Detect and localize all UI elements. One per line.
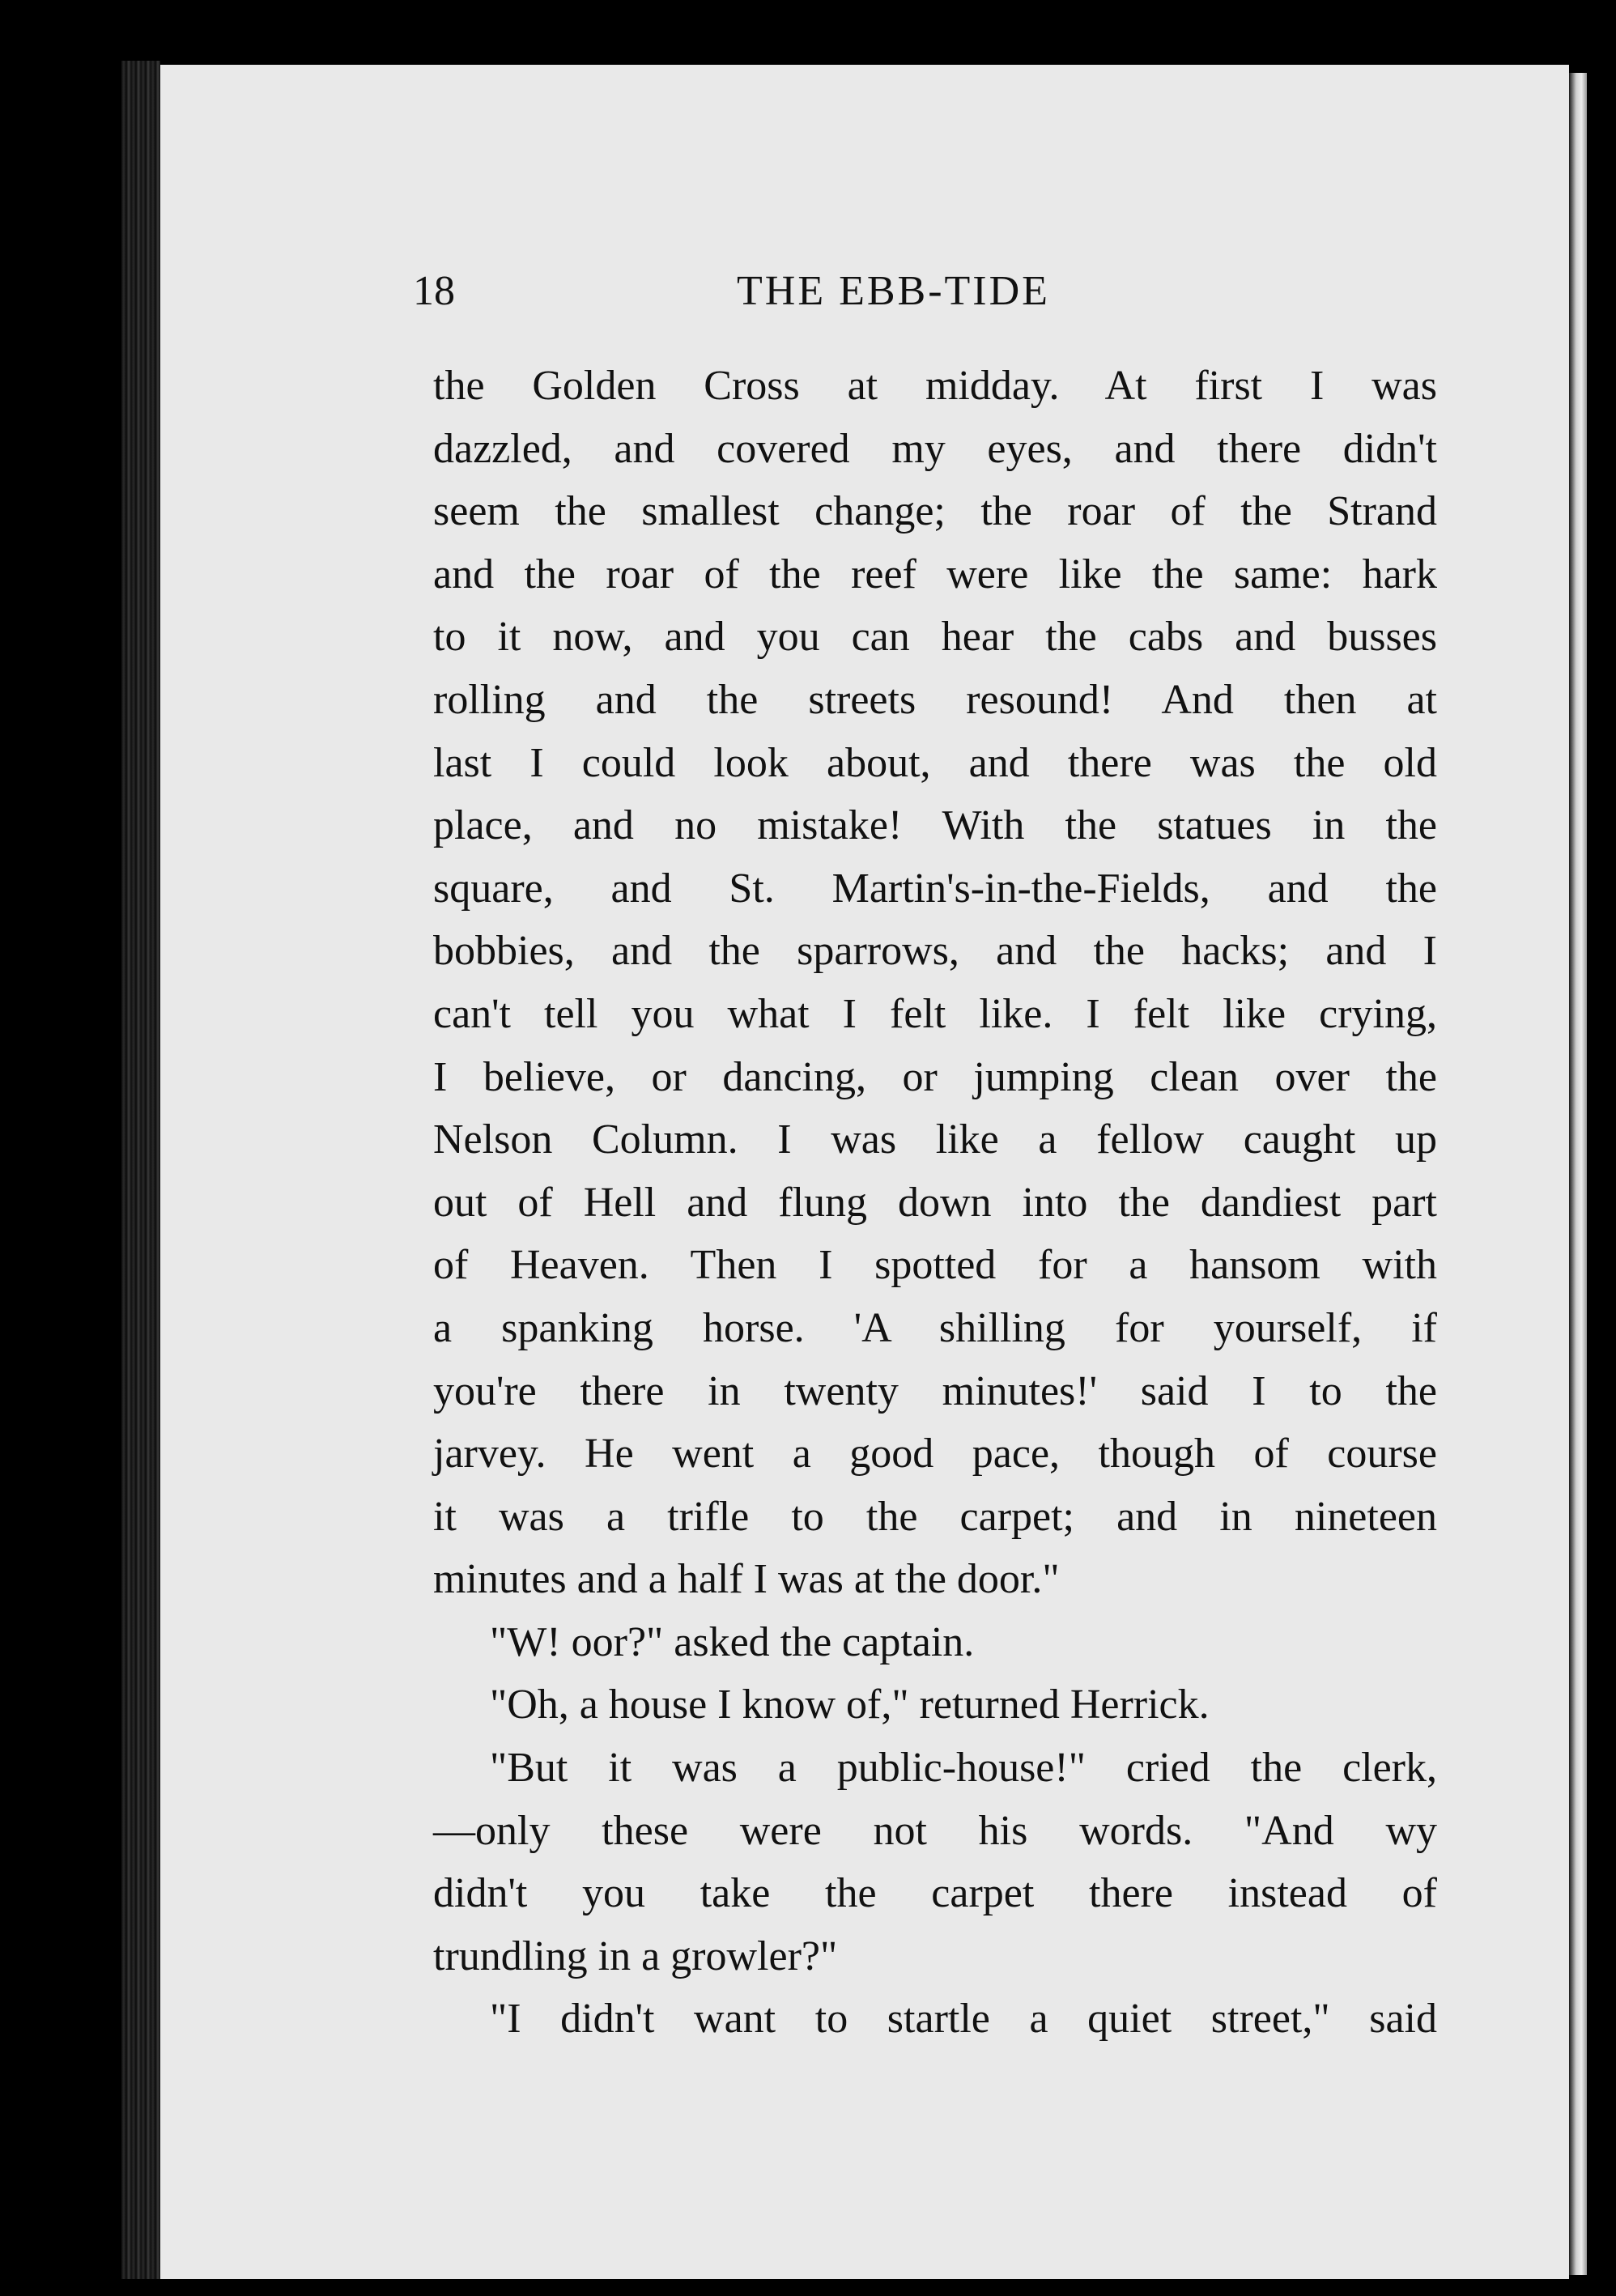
text-line: out of Hell and flung down into the dandiest part (433, 1179, 1437, 1226)
text-line: to it now, and you can hear the cabs and busses (433, 614, 1437, 661)
text-line: of Heaven. Then I spotted for a hansom with (433, 1242, 1437, 1289)
text-line: can't tell you what I felt like. I felt like crying, (433, 990, 1437, 1037)
text-line: you're there in twenty minutes!' said I to the (433, 1367, 1437, 1414)
body-text (433, 355, 1437, 2051)
text-line: and the roar of the reef were like the same: hark (433, 551, 1437, 597)
page-edge (1569, 73, 1587, 2275)
text-line: bobbies, and the sparrows, and the hacks; and I (433, 928, 1437, 975)
text-line: I believe, or dancing, or jumping clean over the (433, 1053, 1437, 1100)
text-line: seem the smallest change; the roar of the Strand (433, 488, 1437, 535)
text-line: "Oh, a house I know of," returned Herrick. (490, 1682, 1210, 1728)
text-line: "I didn't want to startle a quiet street," said (490, 1996, 1437, 2043)
text-line: didn't you take the carpet there instead of (433, 1870, 1437, 1917)
text-line: Nelson Column. I was like a fellow caught up (433, 1116, 1437, 1163)
book-binding (121, 61, 160, 2279)
text-line: place, and no mistake! With the statues in the (433, 802, 1437, 849)
running-head: THE EBB-TIDE (737, 268, 1050, 314)
text-line: trundling in a growler?" (433, 1932, 838, 1979)
text-line: square, and St. Martin's-in-the-Fields, and the (433, 865, 1437, 912)
text-line: a spanking horse. 'A shilling for yourself, if (433, 1304, 1437, 1351)
text-line: rolling and the streets resound! And then at (433, 676, 1437, 723)
text-line: "But it was a public-house!" cried the clerk, (490, 1745, 1437, 1792)
text-line: the Golden Cross at midday. At first I was (433, 363, 1437, 409)
text-line: —only these were not his words. "And wy (433, 1807, 1437, 1854)
page-number: 18 (413, 268, 455, 314)
text-line: dazzled, and covered my eyes, and there didn't (433, 425, 1437, 472)
text-line: it was a trifle to the carpet; and in nineteen (433, 1493, 1437, 1540)
text-line: "W! oor?" asked the captain. (490, 1618, 975, 1665)
text-line: last I could look about, and there was the old (433, 739, 1437, 786)
page-header (413, 267, 1223, 324)
text-line: jarvey. He went a good pace, though of course (433, 1431, 1437, 1478)
text-line: minutes and a half I was at the door." (433, 1556, 1060, 1603)
